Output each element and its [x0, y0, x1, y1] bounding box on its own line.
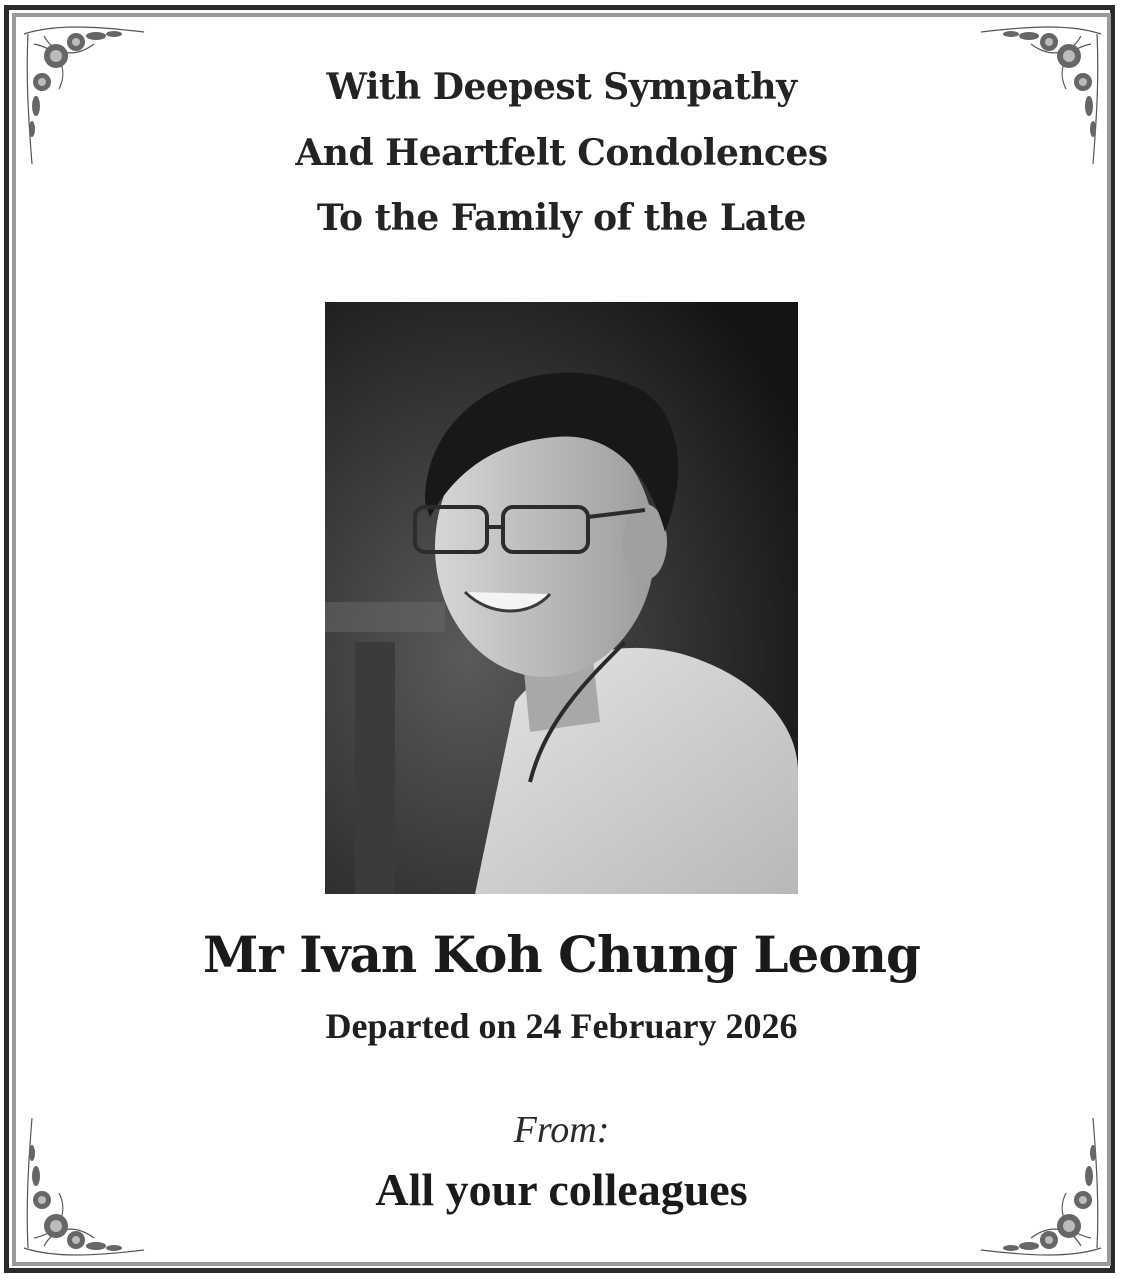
portrait-photo [325, 302, 798, 894]
from-label: From: [513, 1109, 610, 1151]
heading-line-3: To the Family of the Late [316, 197, 807, 239]
departed-date: Departed on 24 February 2026 [325, 1006, 798, 1046]
deceased-name: Mr Ivan Koh Chung Leong [202, 925, 920, 984]
portrait-photo-icon [325, 302, 798, 894]
heading-line-1: With Deepest Sympathy [326, 66, 797, 108]
heading-line-2: And Heartfelt Condolences [295, 132, 828, 174]
sender-name: All your colleagues [375, 1164, 748, 1215]
